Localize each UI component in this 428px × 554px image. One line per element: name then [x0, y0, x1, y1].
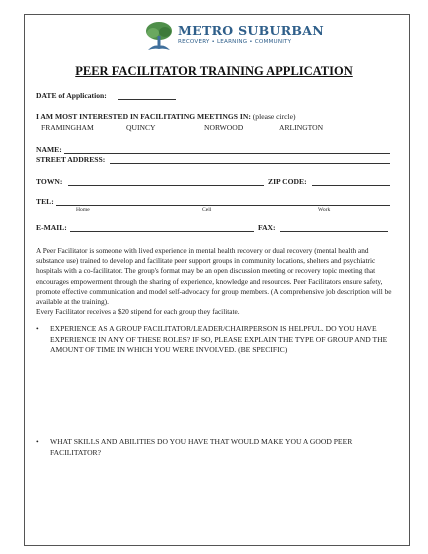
- email-field[interactable]: [70, 231, 254, 232]
- description: [36, 246, 392, 317]
- tel-field[interactable]: [56, 205, 390, 206]
- question-2: [36, 437, 392, 458]
- tel-cell-label: Cell: [202, 207, 212, 213]
- fax-label: FAX:: [258, 223, 276, 232]
- name-label: NAME:: [36, 145, 62, 154]
- tel-work-label: Work: [318, 207, 331, 213]
- name-field[interactable]: [64, 153, 390, 154]
- logo-tagline: RECOVERY • LEARNING • COMMUNITY: [178, 39, 292, 45]
- stipend-note: Every Facilitator receives a $20 stipend for each group they facilitate.: [36, 307, 240, 317]
- fax-field[interactable]: [280, 231, 388, 232]
- bullet: •: [36, 437, 39, 446]
- tree-logo-icon: [144, 20, 174, 54]
- interest-note: (please circle): [252, 112, 296, 121]
- question-2-text: WHAT SKILLS AND ABILITIES DO YOU HAVE THAT WOULD MAKE YOU A GOOD PEER FACILITATOR?: [50, 437, 353, 457]
- date-field[interactable]: [118, 99, 176, 100]
- bullet: •: [36, 324, 39, 333]
- town-label: TOWN:: [36, 177, 63, 186]
- question-1: [36, 324, 392, 356]
- zip-label: ZIP CODE:: [268, 177, 307, 186]
- email-label: E-MAIL:: [36, 223, 67, 232]
- town-field[interactable]: [68, 185, 264, 186]
- logo: [144, 20, 324, 54]
- zip-field[interactable]: [312, 185, 390, 186]
- location-option-1[interactable]: FRAMINGHAM: [41, 123, 94, 132]
- location-option-2[interactable]: QUINCY: [126, 123, 156, 132]
- description-paragraph: A Peer Facilitator is someone with lived experience in mental health recovery or dual recovery (mental health and substance use) trained to develop and facilitate peer support groups in community locations, shelters and psychiatric hospitals with a co-facilitator. The group's format may be an open discussion meeting or recovery topic meeting that encourages empowerment through the sharing of experience, knowledge and resources. Peer Facilitators ensure safety, promote effective communication and model self-advocacy for group members. (A comprehensive job description will be available at the training).: [36, 246, 392, 307]
- street-label: STREET ADDRESS:: [36, 155, 106, 164]
- location-option-3[interactable]: NORWOOD: [204, 123, 244, 132]
- tel-home-label: Home: [76, 207, 90, 213]
- tel-label: TEL:: [36, 197, 54, 206]
- logo-name: METRO SUBURBAN: [178, 23, 324, 38]
- street-field[interactable]: [110, 163, 390, 164]
- interest-label: I AM MOST INTERESTED IN FACILITATING MEETINGS IN:: [36, 112, 251, 121]
- location-option-4[interactable]: ARLINGTON: [279, 123, 324, 132]
- interest-heading: [36, 112, 296, 121]
- page-title: PEER FACILITATOR TRAINING APPLICATION: [75, 64, 353, 78]
- date-label: DATE of Application:: [36, 91, 107, 100]
- question-1-text: EXPERIENCE AS A GROUP FACILITATOR/LEADER/CHAIRPERSON IS HELPFUL. DO YOU HAVE EXPERIENCE IN ANY OF THESE ROLES? IF SO, PLEASE EXPLAIN THE TYPE OF GROUP AND THE AMOUNT OF TIME IN WHICH YOU WERE INVOLVED. (BE SPECIFIC): [50, 324, 388, 355]
